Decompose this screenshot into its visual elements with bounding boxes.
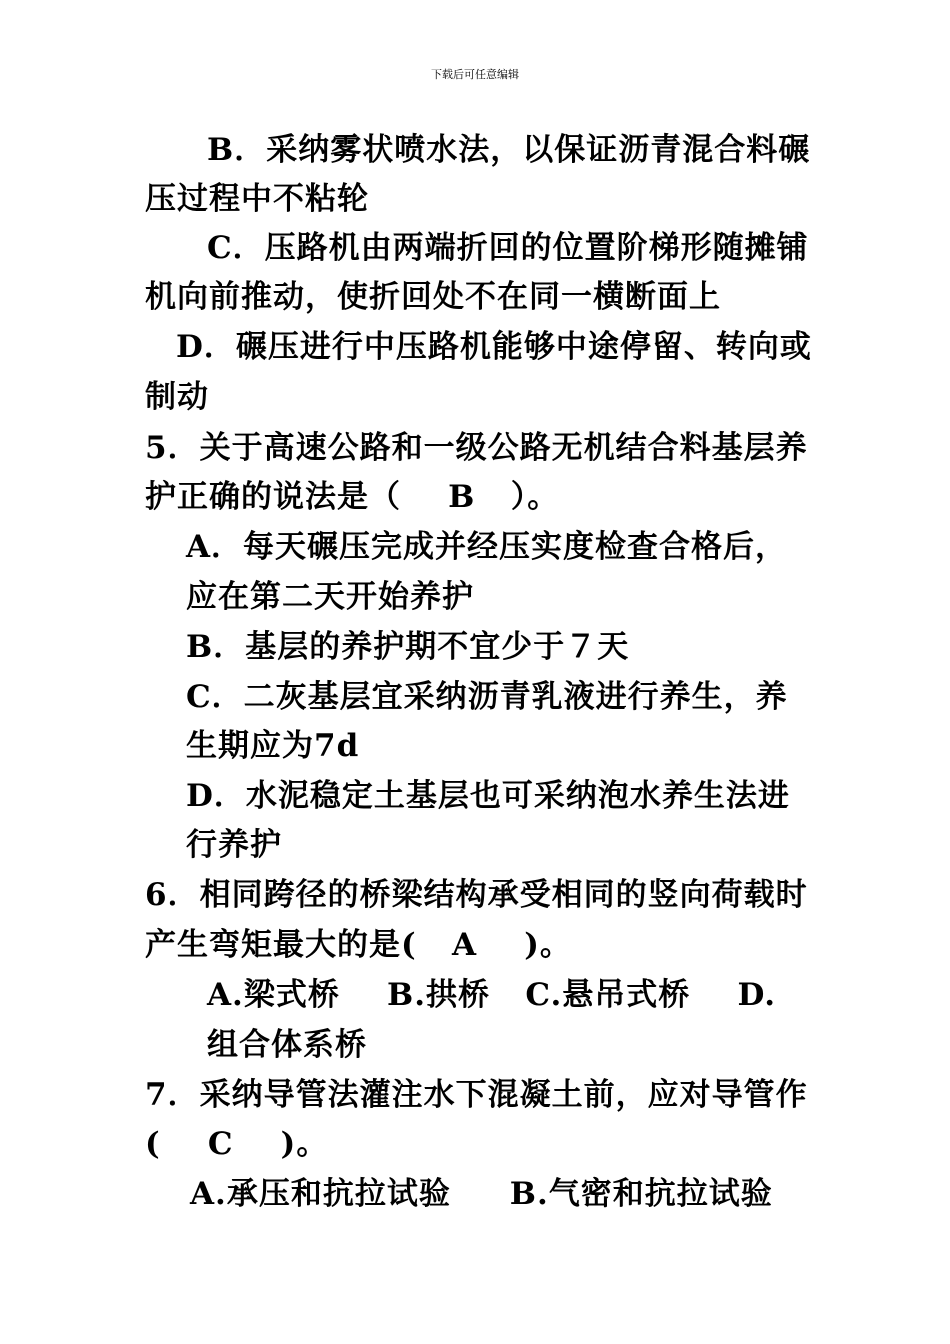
option-d-line-1: D．碾压进行中压路机能够中途停留、转向或 — [176, 329, 812, 365]
option-b-line-2: 压过程中不粘轮 — [145, 181, 369, 217]
q5-option-a-line-2: 应在第二天开始养护 — [186, 579, 474, 615]
q5-option-d-line-1: D．水泥稳定土基层也可采纳泡水养生法进 — [186, 778, 790, 814]
option-c-line-1: C．压路机由两端折回的位置阶梯形随摊铺 — [207, 230, 809, 266]
page-header: 下载后可任意编辑 — [431, 68, 519, 81]
question-6-line-1: 6．相同跨径的桥梁结构承受相同的竖向荷载时 — [145, 877, 808, 913]
q5-option-d-line-2: 行养护 — [186, 827, 282, 863]
question-6-line-2: 产生弯矩最大的是( A )。 — [145, 927, 572, 963]
q5-option-b: B．基层的养护期不宜少于７天 — [186, 629, 630, 665]
q5-option-c-line-2: 生期应为7d — [186, 728, 360, 764]
question-5-line-2: 护正确的说法是（ B ）。 — [145, 479, 560, 515]
q5-option-a-line-1: A．每天碾压完成并经压实度检查合格后， — [186, 529, 788, 565]
q6-options-line-1: A.梁式桥 B.拱桥 C.悬吊式桥 D. — [207, 977, 777, 1013]
option-c-line-2: 机向前推动，使折回处不在同一横断面上 — [145, 279, 721, 315]
question-7-line-1: 7．采纳导管法灌注水下混凝土前，应对导管作 — [145, 1077, 808, 1113]
q6-options-line-2: 组合体系桥 — [207, 1027, 367, 1063]
q7-options-line: A.承压和抗拉试验 B.气密和抗拉试验 — [190, 1176, 773, 1212]
question-5-line-1: 5．关于高速公路和一级公路无机结合料基层养 — [145, 430, 808, 466]
question-7-line-2: ( C )。 — [145, 1126, 329, 1162]
option-d-line-2: 制动 — [145, 379, 209, 415]
option-b-line-1: B．采纳雾状喷水法，以保证沥青混合料碾 — [207, 132, 811, 168]
q5-option-c-line-1: C．二灰基层宜采纳沥青乳液进行养生，养 — [186, 679, 788, 715]
